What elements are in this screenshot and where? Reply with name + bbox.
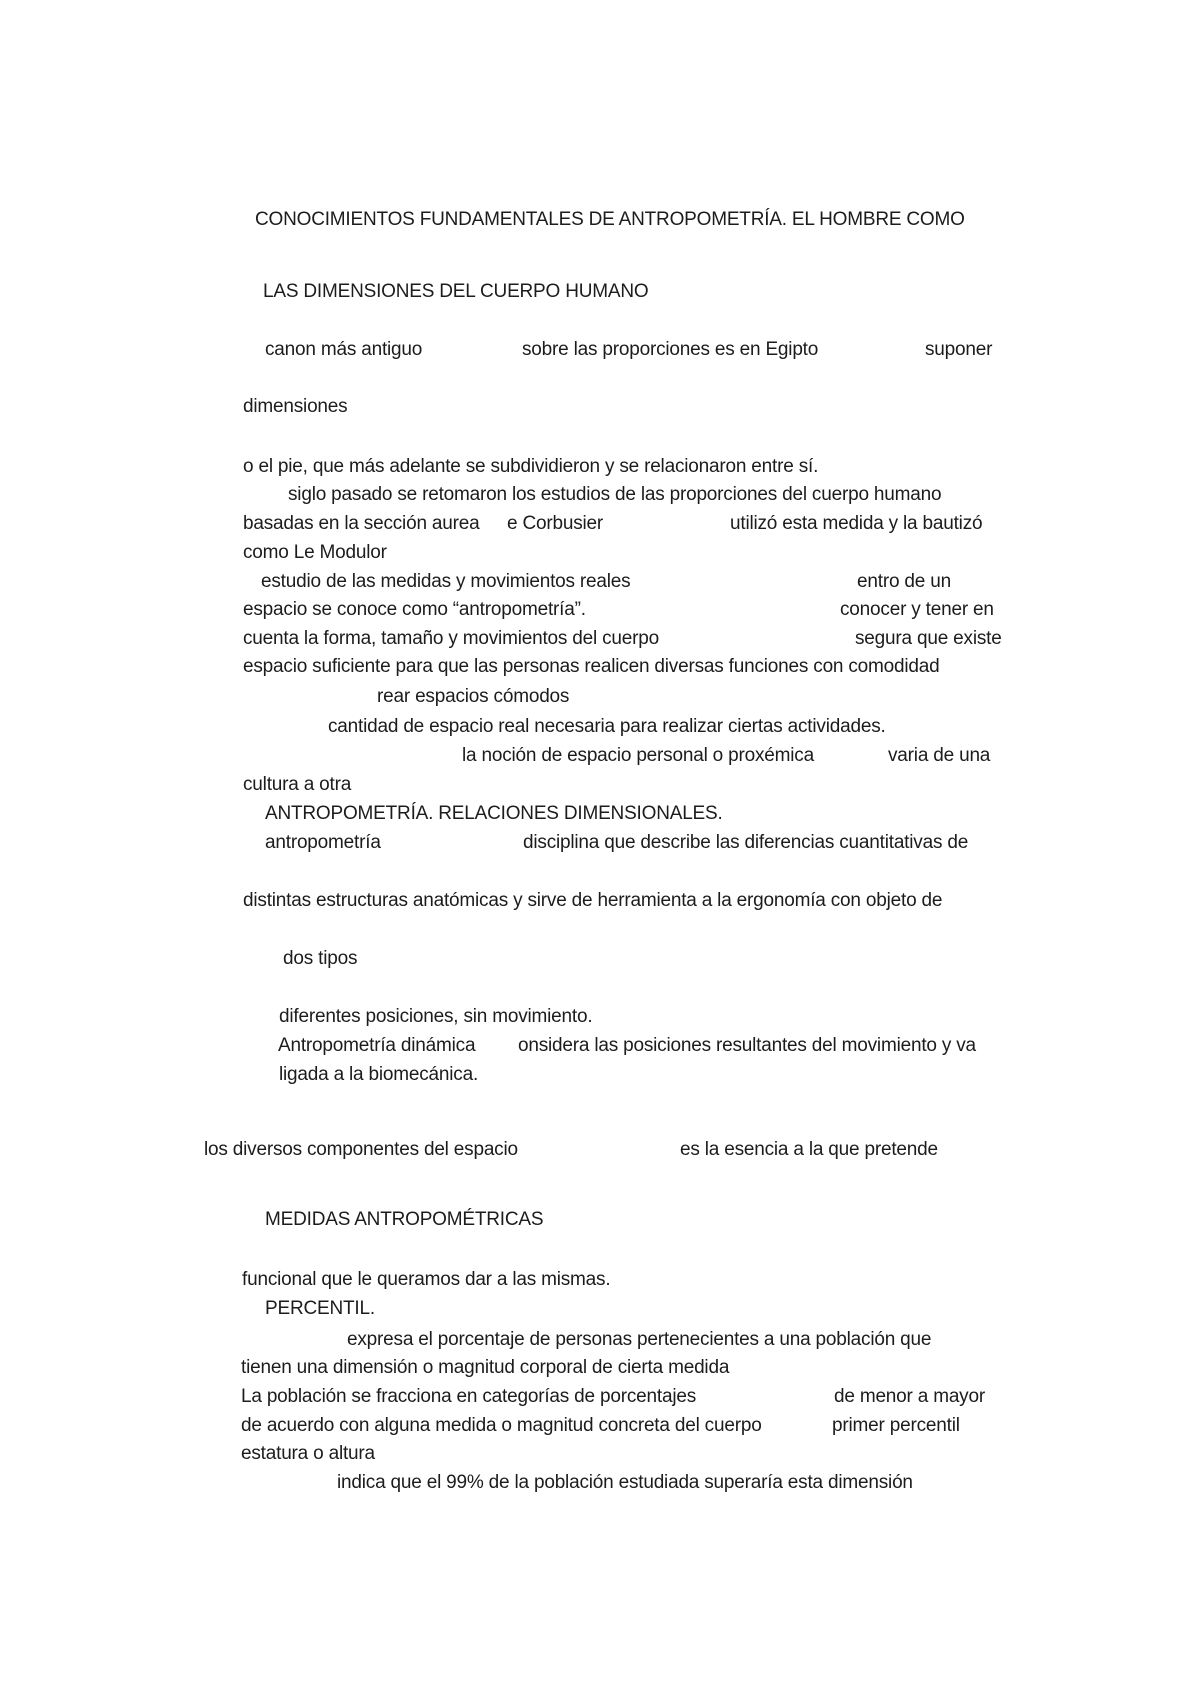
text-line-15-part-2: varia de una bbox=[888, 745, 991, 766]
text-line-23: ligada a la biomecánica. bbox=[279, 1064, 479, 1085]
text-line-30-part-1: La población se fracciona en categorías de porcentajes bbox=[241, 1386, 697, 1407]
section-heading-line-25: MEDIDAS ANTROPOMÉTRICAS bbox=[265, 1209, 544, 1230]
text-line-33: indica que el 99% de la población estudiada superaría esta dimensión bbox=[337, 1472, 913, 1493]
text-line-20: dos tipos bbox=[283, 948, 358, 969]
text-line-18-part-2: disciplina que describe las diferencias cuantitativas de bbox=[523, 832, 969, 853]
text-line-7-part-2: e Corbusier bbox=[507, 513, 604, 534]
text-line-6: siglo pasado se retomaron los estudios de las proporciones del cuerpo humano bbox=[288, 484, 942, 505]
text-line-5: o el pie, que más adelante se subdividieron y se relacionaron entre sí. bbox=[243, 456, 819, 477]
text-line-31-part-1: de acuerdo con alguna medida o magnitud concreta del cuerpo bbox=[241, 1415, 762, 1436]
text-line-22-part-1: Antropometría dinámica bbox=[278, 1035, 476, 1056]
text-line-3-part-2: sobre las proporciones es en Egipto bbox=[522, 339, 819, 360]
text-line-24-part-1: los diversos componentes del espacio bbox=[204, 1139, 518, 1160]
text-line-30-part-2: de menor a mayor bbox=[834, 1386, 985, 1407]
text-line-9-part-2: entro de un bbox=[857, 571, 951, 592]
text-line-4: dimensiones bbox=[243, 396, 348, 417]
text-line-15-part-1: la noción de espacio personal o proxémica bbox=[462, 745, 814, 766]
text-line-7-part-3: utilizó esta medida y la bautizó bbox=[730, 513, 983, 534]
document-title: CONOCIMIENTOS FUNDAMENTALES DE ANTROPOMETRÍA. EL HOMBRE COMO bbox=[255, 209, 965, 230]
text-line-28: expresa el porcentaje de personas pertenecientes a una población que bbox=[347, 1329, 932, 1350]
text-line-3-part-1: canon más antiguo bbox=[265, 339, 423, 360]
text-line-19: distintas estructuras anatómicas y sirve de herramienta a la ergonomía con objeto de bbox=[243, 890, 943, 911]
text-line-9-part-1: estudio de las medidas y movimientos reales bbox=[261, 571, 631, 592]
text-line-24-part-2: es la esencia a la que pretende bbox=[680, 1139, 938, 1160]
text-line-12: espacio suficiente para que las personas realicen diversas funciones con comodidad bbox=[243, 656, 940, 677]
text-line-16: cultura a otra bbox=[243, 774, 352, 795]
text-line-29: tienen una dimensión o magnitud corporal de cierta medida bbox=[241, 1357, 730, 1378]
section-heading-line-2: LAS DIMENSIONES DEL CUERPO HUMANO bbox=[263, 281, 649, 302]
text-line-3-part-3: suponer bbox=[925, 339, 993, 360]
text-line-31-part-2: primer percentil bbox=[832, 1415, 960, 1436]
text-line-21: diferentes posiciones, sin movimiento. bbox=[279, 1006, 593, 1027]
text-line-11-part-1: cuenta la forma, tamaño y movimientos del cuerpo bbox=[243, 628, 659, 649]
text-line-10-part-2: conocer y tener en bbox=[840, 599, 994, 620]
text-line-13: rear espacios cómodos bbox=[377, 686, 570, 707]
section-heading-line-27: PERCENTIL. bbox=[265, 1298, 375, 1319]
text-line-8: como Le Modulor bbox=[243, 542, 387, 563]
text-line-26: funcional que le queramos dar a las mismas. bbox=[242, 1269, 611, 1290]
text-line-32: estatura o altura bbox=[241, 1443, 375, 1464]
text-line-10-part-1: espacio se conoce como “antropometría”. bbox=[243, 599, 586, 620]
text-line-22-part-2: onsidera las posiciones resultantes del movimiento y va bbox=[518, 1035, 976, 1056]
text-line-7-part-1: basadas en la sección aurea bbox=[243, 513, 480, 534]
text-line-11-part-2: segura que existe bbox=[855, 628, 1002, 649]
section-heading-line-17: ANTROPOMETRÍA. RELACIONES DIMENSIONALES. bbox=[265, 803, 723, 824]
text-line-14: cantidad de espacio real necesaria para realizar ciertas actividades. bbox=[328, 716, 886, 737]
text-line-18-part-1: antropometría bbox=[265, 832, 381, 853]
